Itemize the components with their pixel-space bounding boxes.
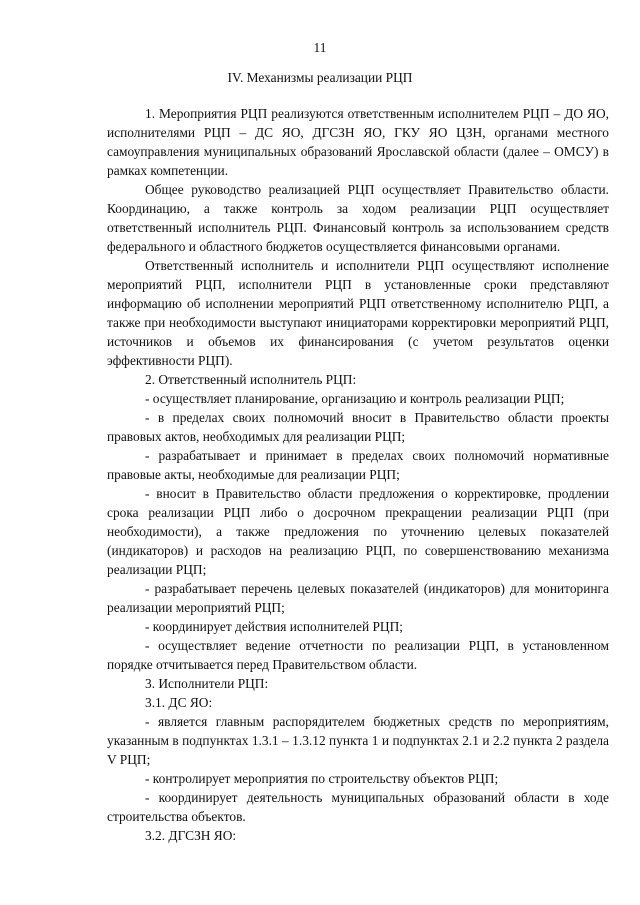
list-item: - вносит в Правительство области предложения о корректировке, продлении срока реализации РЦП либо о досрочном прекращении реализации РЦП (при необходимости), а также предложения по уточнению целевых показателей (индикаторов) и расходов на реализацию РЦП, по совершенствованию механизма реализации РЦП; [107,486,609,577]
paragraph: Общее руководство реализацией РЦП осуществляет Правительство области. Координацию, а также контроль за ходом реализации РЦП осуществляет ответственный исполнитель РЦП. Финансовый контроль за использованием средств федерального и областного бюджетов осуществляется финансовыми органами. [107,182,609,254]
list-item: - координирует действия исполнителей РЦП; [145,619,403,634]
paragraph: 1. Мероприятия РЦП реализуются ответственным исполнителем РЦП – ДО ЯО, исполнителями РЦП – ДС ЯО, ДГСЗН ЯО, ГКУ ЯО ЦЗН, органами местного самоуправления муниципальных образований Ярославской области (далее – ОМСУ) в рамках компетенции. [107,106,609,178]
document-body [107,104,609,845]
list-item: - осуществляет планирование, организацию и контроль реализации РЦП; [145,391,565,406]
paragraph: Ответственный исполнитель и исполнители РЦП осуществляют исполнение мероприятий РЦП, исполнители РЦП в установленные сроки представляют информацию об исполнении мероприятий РЦП ответственному исполнителю РЦП, а также при необходимости выступают инициаторами корректировки мероприятий РЦП, источников и объемов их финансирования (с учетом результатов оценки эффективности РЦП). [107,258,609,368]
paragraph: 2. Ответственный исполнитель РЦП: [145,372,357,387]
list-item: - является главным распорядителем бюджетных средств по мероприятиям, указанным в подпунктах 1.3.1 – 1.3.12 пункта 1 и подпунктах 2.1 и 2.2 пункта 2 раздела V РЦП; [107,714,609,767]
paragraph: 3.2. ДГСЗН ЯО: [145,828,237,843]
list-item: - разрабатывает и принимает в пределах своих полномочий нормативные правовые акты, необходимые для реализации РЦП; [107,448,609,482]
section-title: IV. Механизмы реализации РЦП [227,70,413,85]
paragraph: 3.1. ДС ЯО: [145,695,213,710]
list-item: - контролирует мероприятия по строительству объектов РЦП; [145,771,499,786]
page-number: 11 [313,40,327,55]
list-item: - разрабатывает перечень целевых показателей (индикаторов) для мониторинга реализации мероприятий РЦП; [107,581,609,615]
list-item: - координирует деятельность муниципальных образований области в ходе строительства объектов. [107,790,609,824]
list-item: - осуществляет ведение отчетности по реализации РЦП, в установленном порядке отчитывается перед Правительством области. [107,638,609,672]
paragraph: 3. Исполнители РЦП: [145,676,269,691]
list-item: - в пределах своих полномочий вносит в Правительство области проекты правовых актов, необходимых для реализации РЦП; [107,410,609,444]
